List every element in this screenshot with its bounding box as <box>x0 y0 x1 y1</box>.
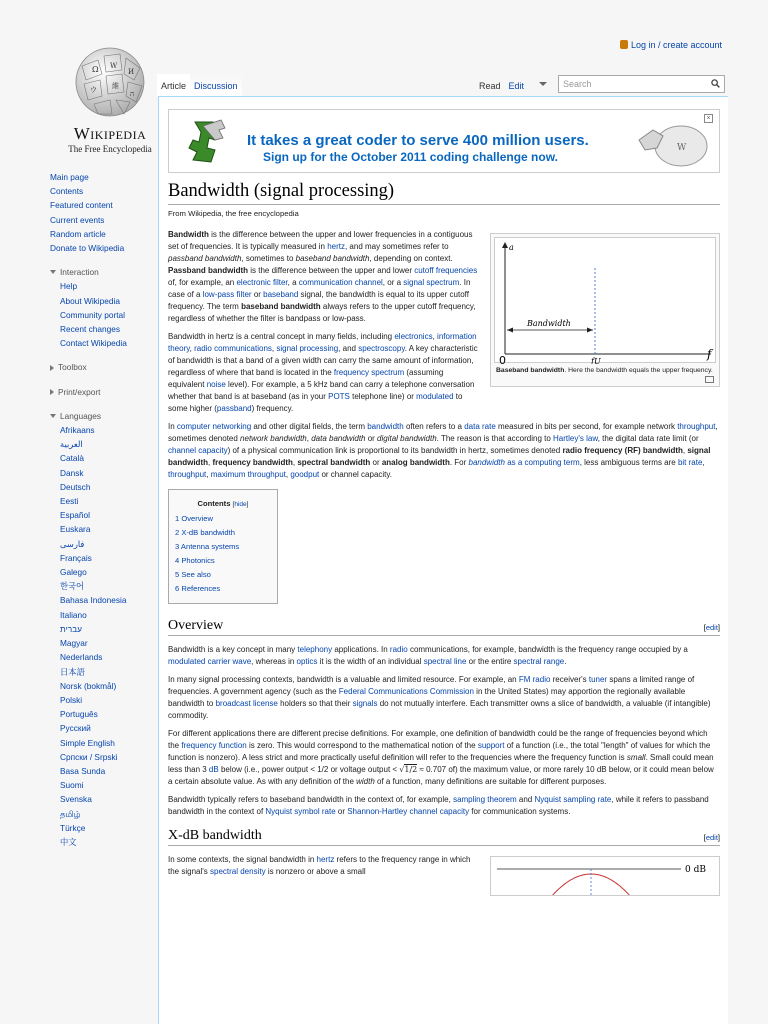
link[interactable]: tuner <box>588 675 608 684</box>
sidebar-interaction-header[interactable] <box>50 265 160 279</box>
caption-text: . Here the bandwidth equals the upper frequency. <box>564 367 713 374</box>
xdb-heading-text: X-dB bandwidth <box>168 828 262 843</box>
link[interactable]: radio <box>389 645 408 654</box>
tab-article[interactable]: Article <box>157 74 190 96</box>
sidebar-language-link[interactable]: Nederlands <box>60 652 103 663</box>
banner-subline[interactable]: Sign up for the October 2011 coding challenge now. <box>263 150 558 164</box>
sidebar-language-link[interactable]: Português <box>60 709 98 720</box>
page-title: Bandwidth (signal processing) <box>168 181 720 205</box>
sidebar-interaction-links <box>50 279 160 350</box>
link[interactable]: information theory <box>168 332 477 353</box>
wikipedia-tagline: The Free Encyclopedia <box>68 144 152 154</box>
sidebar-language-link[interactable]: தமிழ் <box>60 808 81 819</box>
more-actions-dropdown-icon[interactable] <box>534 76 552 96</box>
link[interactable]: goodput <box>290 470 320 479</box>
expand-triangle-icon <box>50 365 54 371</box>
link[interactable]: computer networking <box>176 422 252 431</box>
toc-item[interactable]: 3 Antenna systems <box>175 542 240 551</box>
page-tabs <box>157 72 725 96</box>
sidebar-language-links <box>50 423 160 849</box>
sidebar-interaction-link[interactable]: Contact Wikipedia <box>60 338 127 349</box>
link[interactable]: cutoff frequencies <box>414 266 478 275</box>
caption-bold: Baseband bandwidth <box>496 367 565 374</box>
search-placeholder: Search <box>563 79 592 89</box>
close-icon[interactable]: × <box>704 114 713 123</box>
link[interactable]: spectral density <box>210 867 266 876</box>
sidebar-gap <box>50 255 160 261</box>
sidebar <box>50 170 160 849</box>
sidebar-main-links <box>50 170 160 255</box>
svg-text:W: W <box>110 62 118 70</box>
personal-tools <box>620 40 722 50</box>
sidebar-interaction-link[interactable]: About Wikipedia <box>60 295 120 306</box>
link[interactable]: noise <box>206 380 226 389</box>
paragraph: In many signal processing contexts, bandwidth is a valuable and limited resource. For example, an FM radio receiver's tuner spans a limited range of frequencies. A government agency (such as the Federal Communications Commission in the United States) may apportion the regionally available bandwidth to broadcast license holders so that their signals do not mutually interfere. Each transmitter owns a slice of bandwidth, a valuable (if intangible) commodity. <box>168 675 711 720</box>
paragraph: In some contexts, the signal bandwidth in hertz refers to the frequency range in which the signal's spectral density is nonzero or above a small <box>168 855 471 876</box>
paragraph: Bandwidth typically refers to baseband bandwidth in the context of, for example, sampling theorem and Nyquist sampling rate, while it refers to passband bandwidth in the context of Nyquist symbol rate or Shannon-Hartley channel capacity for communication systems. <box>168 795 709 816</box>
sidebar-language-link[interactable]: Afrikaans <box>60 425 95 436</box>
toc-hide-toggle[interactable]: [hide] <box>232 501 249 508</box>
link[interactable]: electronics <box>394 332 433 341</box>
table-of-contents <box>168 489 278 604</box>
link[interactable]: bit rate <box>677 458 703 467</box>
link[interactable]: frequency spectrum <box>333 368 405 377</box>
puzzle-icon <box>181 118 231 166</box>
baseband-diagram <box>495 238 717 364</box>
link[interactable]: spectral range <box>513 657 565 666</box>
enlarge-icon[interactable] <box>705 376 714 383</box>
toc-item[interactable]: 4 Photonics <box>175 556 215 565</box>
sidebar-language-link[interactable]: Русский <box>60 723 91 734</box>
link[interactable]: throughput <box>677 422 716 431</box>
link[interactable]: Federal Communications Commission <box>338 687 474 696</box>
figure-xdb <box>490 856 720 896</box>
figure-baseband <box>490 233 720 387</box>
sidebar-language-link[interactable]: Basa Sunda <box>60 765 106 776</box>
toc-hide-link[interactable]: hide <box>234 501 247 508</box>
site-logo[interactable] <box>44 44 176 154</box>
paragraph: For different applications there are different precise definitions. For example, one definition of bandwidth could be the range of frequencies beyond which the frequency function is zero. This would correspond to the mathematical notion of the support of a function (i.e., the total "length" of values for which the function is nonzero). A less strict and more practically useful definition will refer to the frequencies where the frequency function is small. Small could mean less than 3 dB below (i.e., power output < 1/2 or voltage output < √1/2 ≈ 0.707 of) the maximum value, or more rarely 10 dB below, or it could mean below a certain absolute value. As with any definition of the width of a function, many definitions are suitable for different purposes. <box>168 729 714 786</box>
user-lock-icon <box>620 40 628 49</box>
paragraph: Bandwidth is the difference between the upper and lower frequencies in a contiguous set of frequencies. It is typically measured in hertz, and may sometimes refer to passband bandwidth, sometimes to baseband bandwidth, depending on context. Passband bandwidth is the difference between the upper and lower cutoff frequencies of, for example, an electronic filter, a communication channel, or a signal spectrum. In case of a low-pass filter or baseband signal, the bandwidth is equal to its upper cutoff frequency. The term baseband bandwidth always refers to the upper cutoff frequency, regardless of whether the filter is bandpass or low-pass. <box>168 230 478 323</box>
fig1-fu: fU <box>591 357 601 364</box>
sidebar-language-link[interactable]: Svenska <box>60 794 92 805</box>
fig1-ylabel: a <box>509 243 514 252</box>
edit-section-link[interactable]: [edit] <box>703 833 720 842</box>
fig1-origin: 0 <box>499 354 506 364</box>
link[interactable]: bandwidth <box>367 422 404 431</box>
sidebar-language-link[interactable]: Català <box>60 453 84 464</box>
sidebar-language-link[interactable]: 日本語 <box>60 666 85 677</box>
collapse-triangle-icon <box>50 270 56 274</box>
edit-link[interactable]: edit <box>705 623 718 632</box>
sidebar-language-link[interactable]: 한국어 <box>60 581 85 592</box>
link[interactable]: FM radio <box>518 675 551 684</box>
link[interactable]: hertz <box>316 855 335 864</box>
sidebar-language-link[interactable]: Magyar <box>60 638 88 649</box>
link[interactable]: modulated <box>416 392 454 401</box>
toc-title: Contents <box>197 499 231 508</box>
link[interactable]: baseband <box>263 290 299 299</box>
sidebar-nav-link[interactable]: Current events <box>50 214 105 225</box>
sidebar-language-link[interactable]: Galego <box>60 567 87 578</box>
link[interactable]: spectroscopy <box>358 344 405 353</box>
figure-baseband-caption <box>494 363 716 376</box>
link[interactable]: optics <box>296 657 318 666</box>
sidebar-language-link[interactable]: Polski <box>60 694 83 705</box>
svg-text:ה: ה <box>130 90 135 98</box>
link[interactable]: modulated carrier wave <box>168 657 252 666</box>
section-heading-overview <box>168 618 720 636</box>
site-subtitle: From Wikipedia, the free encyclopedia <box>168 209 299 218</box>
overview-heading-text: Overview <box>168 618 224 633</box>
link[interactable]: POTS <box>328 392 350 401</box>
toolbox-label: Toolbox <box>58 362 87 373</box>
link[interactable]: Nyquist symbol rate <box>265 807 336 816</box>
link[interactable]: hertz <box>327 242 345 251</box>
sidebar-language-link[interactable]: Español <box>60 510 90 521</box>
sidebar-language-link[interactable]: Deutsch <box>60 481 91 492</box>
fig1-f: f <box>707 347 712 361</box>
sidebar-language-link[interactable]: Eesti <box>60 496 79 507</box>
paragraph: Bandwidth is a key concept in many telephony applications. In radio communications, for example, bandwidth is the frequency range occupied by a modulated carrier wave, whereas in optics it is the width of an individual spectral line or the entire spectral range. <box>168 645 688 666</box>
toc-header <box>175 497 271 512</box>
expand-triangle-icon <box>50 389 54 395</box>
link[interactable]: Nyquist sampling rate <box>534 795 612 804</box>
wikipedia-wordmark: Wikipedia <box>73 124 147 143</box>
toc-item[interactable]: 2 X-dB bandwidth <box>175 528 235 537</box>
search-input[interactable] <box>558 75 725 93</box>
link[interactable]: communication channel <box>298 278 383 287</box>
link[interactable]: radio communications <box>194 344 272 353</box>
sidebar-nav-link[interactable]: Featured content <box>50 200 113 211</box>
figure-baseband-image[interactable] <box>494 237 716 363</box>
view-tabs <box>475 75 725 96</box>
sidebar-language-link[interactable]: Türkçe <box>60 822 86 833</box>
sidebar-languages-header[interactable] <box>50 409 160 423</box>
namespace-tabs <box>157 74 242 96</box>
login-link[interactable]: Log in / create account <box>630 40 722 50</box>
link[interactable]: signals <box>352 699 378 708</box>
sidebar-interaction-link[interactable]: Help <box>60 281 78 292</box>
section-heading-xdb <box>168 828 720 846</box>
sidebar-language-link[interactable]: فارسی <box>60 538 85 549</box>
toc-item[interactable]: 5 See also <box>175 570 211 579</box>
link[interactable]: signal processing <box>276 344 339 353</box>
wikipedia-globe-icon <box>64 44 156 120</box>
sidebar-nav-link[interactable]: Random article <box>50 228 106 239</box>
sidebar-gap <box>50 350 160 356</box>
edit-link[interactable]: edit <box>705 833 718 842</box>
svg-text:Ω: Ω <box>92 65 99 74</box>
link[interactable]: throughput <box>168 470 207 479</box>
print-export-label: Print/export <box>58 386 101 397</box>
sidebar-language-link[interactable]: Norsk (bokmål) <box>60 680 117 691</box>
paragraph: In computer networking and other digital fields, the term bandwidth often refers to a data rate measured in bits per second, for example network throughput, sometimes denoted network bandwidth, data bandwidth or digital bandwidth. The reason is that according to Hartley's law, the digital data rate limit (or channel capacity) of a physical communication link is proportional to its bandwidth in hertz, sometimes denoted radio frequency (RF) bandwidth, signal bandwidth, frequency bandwidth, spectral bandwidth or analog bandwidth. For bandwidth as a computing term, less ambiguous terms are bit rate, throughput, maximum throughput, goodput or channel capacity. <box>168 422 718 479</box>
fig1-bandwidth-label: Bandwidth <box>527 319 571 328</box>
link[interactable]: frequency function <box>181 741 247 750</box>
toc-item[interactable]: 1 Overview <box>175 514 213 523</box>
fundraising-banner[interactable] <box>168 109 720 173</box>
sidebar-language-link[interactable]: Simple English <box>60 737 115 748</box>
link[interactable]: low-pass filter <box>202 290 252 299</box>
toc-list <box>175 512 271 596</box>
tab-edit[interactable]: Edit <box>508 81 524 91</box>
languages-label: Languages <box>60 410 102 421</box>
link[interactable]: data rate <box>464 422 496 431</box>
link[interactable]: broadcast license <box>215 699 278 708</box>
sidebar-language-link[interactable]: Euskara <box>60 524 91 535</box>
link[interactable]: Hartley's law <box>553 434 598 443</box>
link[interactable]: passband <box>216 404 252 413</box>
link[interactable]: electronic filter <box>236 278 288 287</box>
banner-headline[interactable]: It takes a great coder to serve 400 million users. <box>247 132 589 149</box>
svg-text:維: 維 <box>112 82 119 90</box>
tab-discussion[interactable]: Discussion <box>190 74 242 96</box>
svg-text:И: И <box>128 68 135 76</box>
interaction-label: Interaction <box>60 267 99 278</box>
sidebar-interaction-link[interactable]: Recent changes <box>60 324 120 335</box>
fig2-0db-label: 0 dB <box>685 865 706 875</box>
link[interactable]: maximum throughput <box>210 470 286 479</box>
sidebar-interaction-link[interactable]: Community portal <box>60 309 126 320</box>
sidebar-print-header[interactable] <box>50 385 160 399</box>
svg-text:ウ: ウ <box>90 86 97 94</box>
xdb-diagram <box>491 857 720 896</box>
sidebar-language-link[interactable]: Suomi <box>60 780 84 791</box>
sidebar-language-link[interactable]: עברית <box>60 623 82 634</box>
sidebar-language-link[interactable]: Français <box>60 552 92 563</box>
sidebar-nav-link[interactable]: Main page <box>50 172 89 182</box>
sidebar-language-link[interactable]: Dansk <box>60 467 84 478</box>
svg-text:W: W <box>677 143 687 153</box>
sidebar-language-link[interactable]: العربية <box>60 439 83 450</box>
sidebar-nav-link[interactable]: Donate to Wikipedia <box>50 243 125 254</box>
link[interactable]: sampling theorem <box>453 795 517 804</box>
link[interactable]: bandwidth as a computing term <box>468 458 580 467</box>
sidebar-nav-link[interactable]: Contents <box>50 186 84 197</box>
link[interactable]: spectral line <box>423 657 467 666</box>
link[interactable]: channel capacity <box>168 446 228 455</box>
collapse-triangle-icon <box>50 414 56 418</box>
globe-puzzle-icon <box>633 118 711 168</box>
sidebar-language-link[interactable]: Italiano <box>60 609 87 620</box>
sidebar-language-link[interactable]: Српски / Srpski <box>60 751 118 762</box>
link[interactable]: telephony <box>297 645 333 654</box>
article-content <box>158 96 728 1024</box>
sidebar-gap <box>50 399 160 405</box>
link[interactable]: support <box>477 741 505 750</box>
link[interactable]: Shannon-Hartley channel capacity <box>347 807 470 816</box>
tab-read[interactable]: Read <box>478 81 501 91</box>
sidebar-language-link[interactable]: 中文 <box>60 836 77 847</box>
link[interactable]: signal spectrum <box>403 278 460 287</box>
sidebar-toolbox-header[interactable] <box>50 360 160 374</box>
paragraph: Bandwidth in hertz is a central concept in many fields, including electronics, information theory, radio communications, signal processing, and spectroscopy. A key characteristic of bandwidth is that a band of a given width can carry the same amount of information, regardless of where that band is located in the frequency spectrum (assuming equivalent noise level). For example, a 5 kHz band can carry a telephone conversation whether that band is at baseband (as in your POTS telephone line) or modulated to some higher (passband) frequency. <box>168 332 478 413</box>
edit-section-link[interactable]: [edit] <box>703 623 720 632</box>
sidebar-gap <box>50 375 160 381</box>
search-icon[interactable] <box>711 79 720 88</box>
sidebar-language-link[interactable]: Bahasa Indonesia <box>60 595 127 606</box>
link[interactable]: dB <box>208 765 219 774</box>
toc-item[interactable]: 6 References <box>175 584 221 593</box>
